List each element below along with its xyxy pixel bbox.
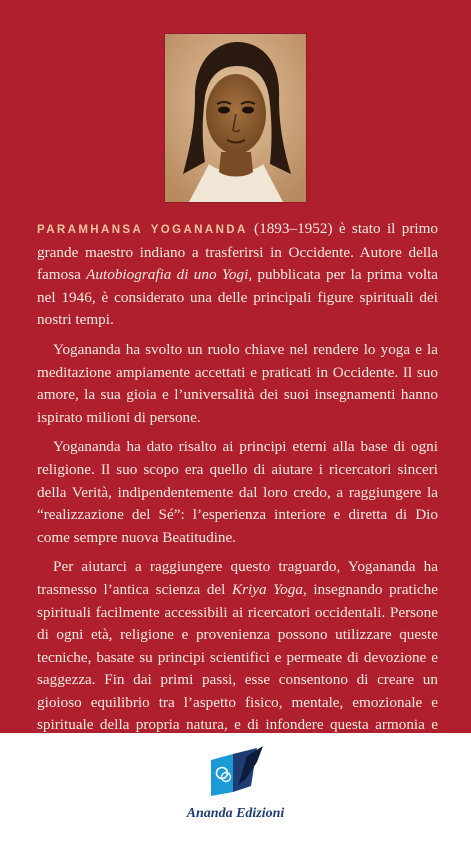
kriya-yoga-title: Kriya Yoga — [231, 580, 303, 598]
author-dates: (1893–1952) — [254, 220, 333, 237]
intro-text: è stato il primo grande maestro indiano a trasferirsi in Occidente. Autore della famosa — [37, 220, 439, 284]
kriya-text-end: , insegnando pratiche spirituali facilmente accessibili ai ricercatori occidentali. Persone di ogni età, religione e provenienza possono utilizzare queste tecniche, basate su principi scientifici e permeate di devozione e saggezza. Fin dai primi passi, esse consentono di creare un gioioso equilibrio tra l’aspetto fisico, mentale, emozionale e spirituale della propria natura, e di infondere questa armonia e — [37, 580, 438, 734]
book-title: Autobiografia di uno Yogi — [86, 266, 249, 284]
paragraph-kriya — [37, 556, 438, 759]
biography-text — [37, 218, 438, 760]
paragraph-principles: Yogananda ha dato risalto ai principi eterni alla base di ogni religione. Il suo scopo era quello di aiutare i ricercatori sinceri della Verità, indipendentemente dal loro credo, a raggiungere la “realizzazione del Sé”: l’esperienza interiore e diretta di Dio come sempre nuova Beatitudine. — [37, 438, 438, 546]
book-pen-logo-icon — [207, 746, 265, 798]
author-portrait — [165, 34, 306, 202]
paragraph-intro — [37, 218, 438, 332]
kriya-text-start: Per aiutarci a raggiungere questo traguardo, Yogananda ha trasmesso l’antica scienza del — [37, 558, 438, 598]
author-name: PARAMHANSA YOGANANDA — [37, 224, 248, 236]
portrait-image — [165, 34, 306, 202]
publisher-footer — [0, 733, 471, 851]
publisher-name: Ananda Edizioni — [186, 806, 285, 821]
intro-text-end: , pubblicata per la prima volta nel 1946, è considerato una delle principali figure spirituali dei nostri tempi. — [37, 266, 439, 329]
paragraph-yoga: Yogananda ha svolto un ruolo chiave nel rendere lo yoga e la meditazione ampiamente accettati e praticati in Occidente. Il suo amore, la sua gioia e l’universalità dei suoi insegnamenti hanno ispirato milioni di persone. — [37, 340, 438, 426]
